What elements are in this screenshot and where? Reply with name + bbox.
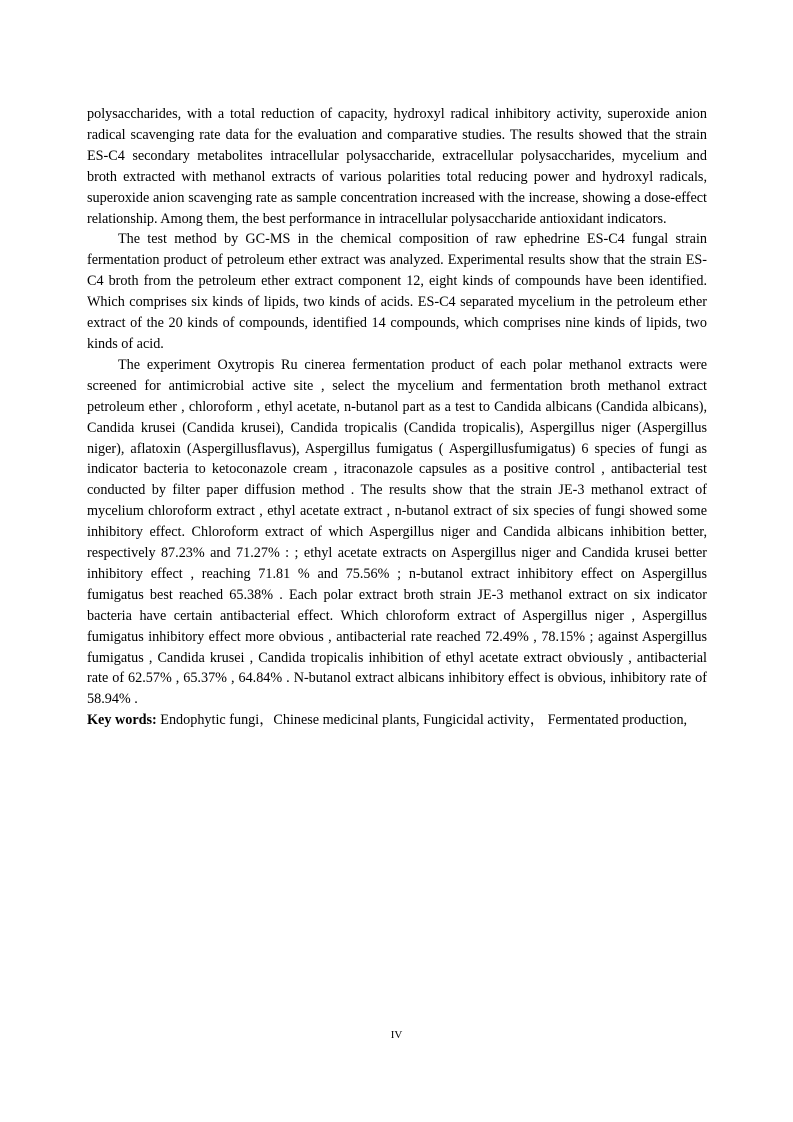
abstract-paragraph-2: The test method by GC-MS in the chemical composition of raw ephedrine ES-C4 fungal strain fermentation product of petroleum ether extract was analyzed. Experimental results show that the strain ES-C4 broth from the petroleum ether extract component 12, eight kinds of compounds have been identified. Which comprises six kinds of lipids, two kinds of acids. ES-C4 separated mycelium in the petroleum ether extract of the 20 kinds of compounds, identified 14 compounds, which comprises nine kinds of lipids, two kinds of acid. [87,231,707,352]
page-number: IV [390,1029,403,1041]
abstract-body [87,104,707,731]
abstract-paragraph-3: The experiment Oxytropis Ru cinerea fermentation product of each polar methanol extracts were screened for antimicrobial active site , select the mycelium and fermentation broth methanol extract petroleum ether , chloroform , ethyl acetate, n-butanol part as a test to Candida albicans (Candida albicans), Candida krusei (Candida krusei), Candida tropicalis (Candida tropicalis), Aspergillus niger (Aspergillus niger), aflatoxin (Aspergillusflavus), Aspergillus fumigatus ( Aspergillusfumigatus) 6 species of fungi as indicator bacteria to ketoconazole cream , itraconazole capsules as a positive control , antibacterial test conducted by filter paper diffusion method . The results show that the strain JE-3 methanol extract of mycelium chloroform extract , ethyl acetate extract , n-butanol extract of six species of fungi showed some inhibitory effect. Chloroform extract of which Aspergillus niger and Candida albicans inhibition better, respectively 87.23% and 71.27% : ; ethyl acetate extracts on Aspergillus niger and Candida krusei better inhibitory effect , reaching 71.81 % and 75.56% ; n-butanol extract inhibitory effect on Aspergillus fumigatus best reached 65.38% . Each polar extract broth strain JE-3 methanol extract on six indicator bacteria have certain antibacterial effect. Which chloroform extract of Aspergillus niger , Aspergillus fumigatus inhibitory effect more obvious , antibacterial rate reached 72.49% , 78.15% ; against Aspergillus fumigatus , Candida krusei , Candida tropicalis inhibition of ethyl acetate extract obviously , antibacterial rate of 62.57% , 65.37% , 64.84% . N-butanol extract albicans inhibitory effect is obvious, inhibitory rate of 58.94% . [87,356,707,708]
keywords-line [87,710,707,731]
keywords-label: Key words: [87,712,157,729]
keywords-text: Endophytic fungi，Chinese medicinal plants, Fungicidal activity， Fermentated production, [156,712,688,729]
abstract-paragraph-1: polysaccharides, with a total reduction of capacity, hydroxyl radical inhibitory activity, superoxide anion radical scavenging rate data for the evaluation and comparative studies. The results showed that the strain ES-C4 secondary metabolites intracellular polysaccharide, extracellular polysaccharides, mycelium and broth extracted with methanol extracts of various polarities total reducing power and hydroxyl radicals, superoxide anion scavenging rate as sample concentration increased with the increase, showing a dose-effect relationship. Among them, the best performance in intracellular polysaccharide antioxidant indicators. [87,106,707,227]
